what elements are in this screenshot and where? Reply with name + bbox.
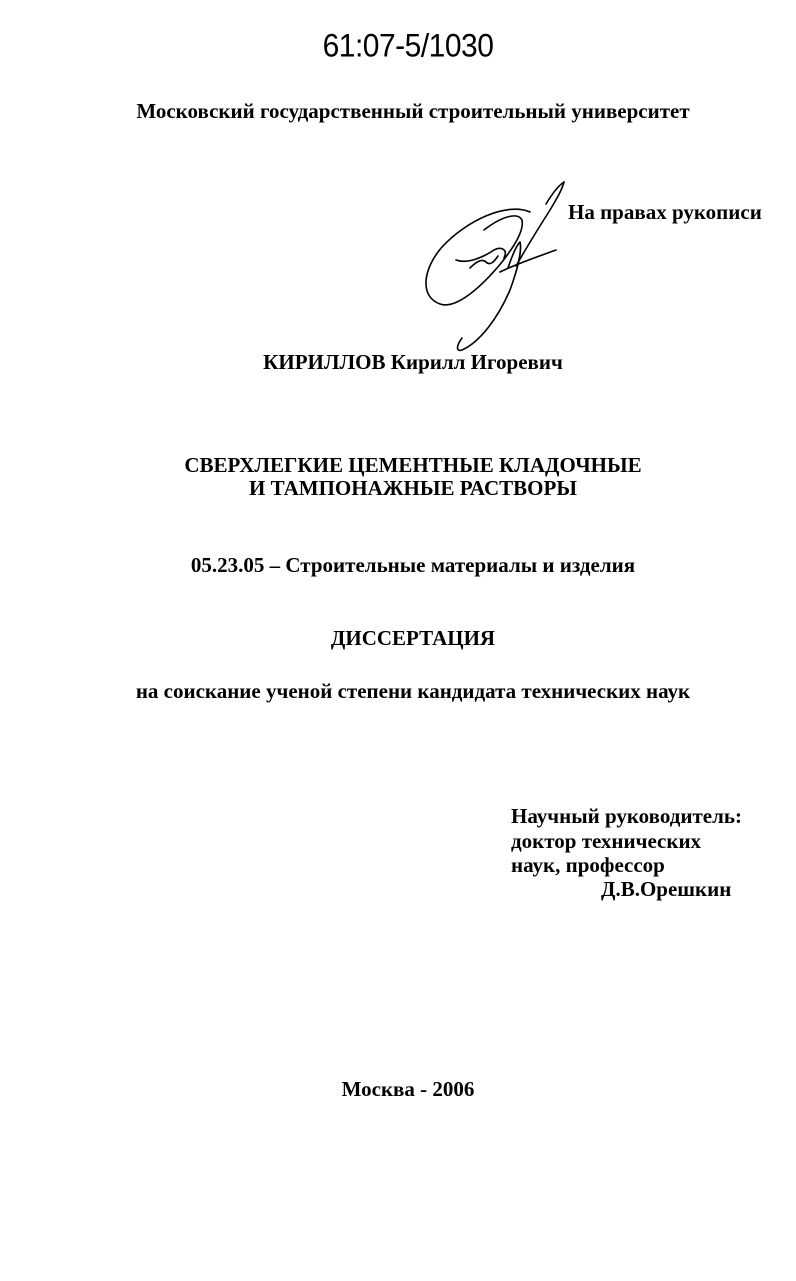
- handwritten-signature: [412, 172, 572, 362]
- document-type: ДИССЕРТАЦИЯ: [330, 626, 496, 650]
- supervisor-name: Д.В.Орешкин: [601, 877, 732, 901]
- supervisor-degree-line-2: наук, профессор: [511, 853, 665, 877]
- supervisor-degree-line-1: доктор технических: [511, 829, 702, 853]
- manuscript-note: На правах рукописи: [568, 200, 762, 224]
- specialty-code: 05.23.05 – Строительные материалы и изделия: [190, 553, 636, 577]
- institution-name: Московский государственный строительный университет: [136, 99, 690, 123]
- supervisor-label: Научный руководитель:: [511, 804, 742, 828]
- author-name: КИРИЛЛОВ Кирилл Игоревич: [263, 350, 563, 374]
- place-and-year: Москва - 2006: [341, 1077, 475, 1101]
- dissertation-title-line-1: СВЕРХЛЕГКИЕ ЦЕМЕНТНЫЕ КЛАДОЧНЫЕ: [184, 453, 642, 477]
- degree-statement: на соискание ученой степени кандидата технических наук: [135, 679, 691, 703]
- catalog-number: 61:07-5/1030: [322, 28, 494, 65]
- dissertation-title-line-2: И ТАМПОНАЖНЫЕ РАСТВОРЫ: [249, 476, 577, 500]
